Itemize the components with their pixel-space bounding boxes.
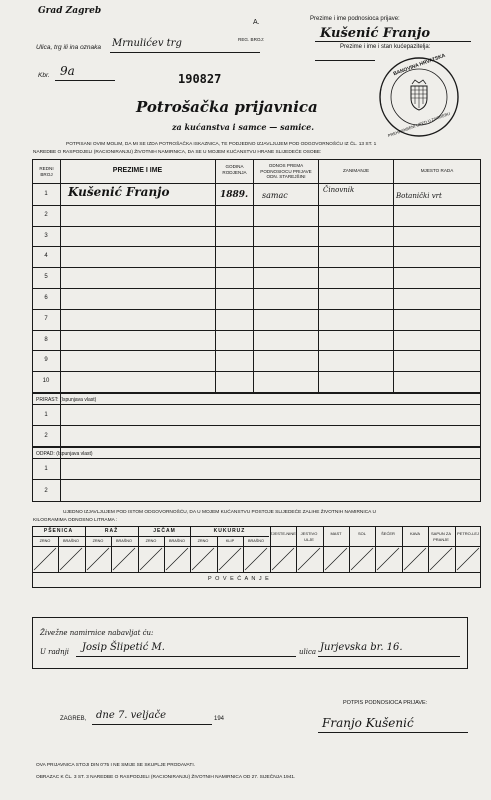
supplies-cell-diagonal: [270, 546, 296, 572]
member-row-number: 5: [44, 274, 48, 280]
serial-number: 190827: [178, 72, 222, 86]
supplies-cell-diagonal: [428, 546, 454, 572]
caretaker-label: Prezime i ime i stan kućepazitelja:: [340, 44, 431, 50]
member-row-number: 4: [44, 253, 48, 259]
arrival-row-1: 1: [44, 412, 48, 418]
member-row-number: 10: [42, 378, 50, 384]
supplies-cell-diagonal: [243, 546, 269, 572]
supplies-group-header: JEČAM: [153, 528, 176, 534]
supplies-subheader: ZRNO: [197, 539, 209, 543]
kbr-value: 9a: [60, 64, 75, 78]
member-1-name: Kušenić Franjo: [68, 185, 170, 199]
supplies-cell-diagonal: [217, 546, 243, 572]
supplies-header: SAPUN ZA PRANJE: [430, 531, 451, 542]
header-name: PREZIME I IME: [112, 167, 163, 174]
supplies-subheader: BRAŠNO: [62, 539, 80, 543]
supplies-group-header: RAŽ: [104, 528, 119, 534]
stamp-text-outer: BANOVINA HRVATSKA: [392, 52, 447, 78]
header-birth-year: GODINA RODJENJA: [222, 164, 247, 175]
applicant-signature: Franjo Kušenić: [322, 716, 414, 730]
purchase-street-label: ulica: [299, 648, 317, 656]
supplies-subheader: ZRNO: [145, 539, 157, 543]
supplies-subheader: ZRNO: [39, 539, 51, 543]
legal-note: OBRAZAC K ČL. 3 ST. 3 NAREDBE O RASPODJELI (RACIONIRANJU) ŽIVOTNIH NAMIRNICA OD 27. SIJEČNJA 1941.: [36, 775, 296, 780]
member-1-year: 1889.: [220, 190, 249, 200]
supplies-group-header: PŠENICA: [43, 528, 74, 534]
year-value: 194: [214, 716, 225, 722]
form-subtitle: za kućanstva i samce — samice.: [172, 122, 315, 132]
purchase-street-value: Jurjevska br. 16.: [320, 642, 403, 653]
form-letter: A.: [253, 19, 260, 26]
supplies-values-rule: [32, 572, 481, 573]
supplies-line-1: UJEDNO IZJAVLJUJEM POD ISTOM ODGOVORNOŠĆU, DA U MOJEM KUĆANSTVU POSTOJE SLIJEDEĆE ZALIHE ŽIVOTNIH NAMIRNICA U: [63, 510, 376, 515]
supplies-cell-diagonal: [164, 546, 190, 572]
street-label: Ulica, trg ili ina oznaka: [36, 44, 102, 51]
supplies-header: JESTIVO ULJE: [300, 531, 318, 542]
supplies-cell-diagonal: [323, 546, 349, 572]
arrival-label: PRIRAST: (Ispunjava vlast): [36, 397, 97, 403]
supplies-line-2: KILOGRAMIMA ODNOSNO LITRAMA :: [33, 518, 118, 523]
supplies-cell-diagonal: [349, 546, 375, 572]
departure-label: ODPAD: (Ispunjava vlast): [36, 451, 93, 457]
reg-number-label: REG. BROJ:: [238, 37, 265, 42]
increase-label: P O V E Ć A N J E: [208, 576, 270, 582]
supplies-cell-diagonal: [138, 546, 164, 572]
supplies-group-rule: [85, 536, 138, 537]
member-row-number: 3: [44, 233, 48, 239]
supplies-cell-diagonal: [190, 546, 216, 572]
declaration-line-2: NAREDBE O RASPODJELI (RACIONIRANJU) ŽIVOTNIH NAMIRNICA, DA SE U MOJEM KUĆANSTVU HRANE SLIJEDEĆE OSOBE:: [33, 150, 322, 155]
member-row-number: 1: [44, 191, 48, 197]
member-row-number: 9: [44, 357, 48, 363]
date-value: dne 7. veljače: [96, 710, 167, 721]
supplies-header: KAVA: [409, 531, 421, 536]
supplies-cell-diagonal: [402, 546, 428, 572]
arrival-row-2: 2: [44, 433, 48, 439]
member-row-number: 6: [44, 295, 48, 301]
supplies-cell-diagonal: [296, 546, 322, 572]
member-1-relation: samac: [262, 191, 288, 200]
supplies-cell-diagonal: [375, 546, 401, 572]
shop-label: U radnji: [40, 648, 70, 656]
form-title: Potrošačka prijavnica: [136, 98, 318, 116]
supplies-subheader: BRAŠNO: [247, 539, 265, 543]
supplies-header: SOL: [357, 531, 366, 536]
supplies-cell-diagonal: [455, 546, 481, 572]
supplies-cell-diagonal: [58, 546, 84, 572]
member-row-number: 8: [44, 337, 48, 343]
supplies-cell-diagonal: [85, 546, 111, 572]
supplies-group-header: KUKURUZ: [213, 528, 246, 534]
supplies-header: PETRO-LEJ: [456, 531, 479, 536]
shop-value: Josip Šlipetić M.: [82, 642, 165, 653]
supplies-subheader: BRAŠNO: [168, 539, 186, 543]
supplies-subheader: KLIP: [225, 539, 235, 543]
supplies-subheader: BRAŠNO: [115, 539, 133, 543]
member-1-workplace: Botanički vrt: [396, 192, 442, 200]
applicant-name-value: Kušenić Franjo: [320, 26, 430, 41]
supplies-cell-diagonal: [111, 546, 137, 572]
supplies-header: MAST: [330, 531, 342, 536]
supplies-group-rule: [32, 536, 85, 537]
header-relation: ODNOS PREMA PODNOSIOCU PRIJAVE ODN. STAREJŠINI: [260, 163, 312, 179]
member-1-occupation: Činovnik: [323, 186, 355, 194]
departure-row-2: 2: [44, 488, 48, 494]
departure-row-1: 1: [44, 466, 48, 472]
city-label: Grad Zagreb: [38, 6, 102, 16]
header-occupation: ZANIMANJE: [342, 168, 370, 173]
place-label: ZAGREB,: [60, 716, 87, 722]
stamp-text-inner: PREHRANBENI URED U ZAGREBU: [387, 110, 451, 139]
kbr-label: Kbr.: [38, 72, 50, 79]
declaration-line-1: POTPISANI OVIM MOLIM, DA MI SE IZDA POTROŠAČKA ISKAZNICA, TE PODJEDNO IZJAVLJUJEM POD ODGOVORNOŠĆU IZ ČL. 13 ST. 1: [66, 142, 377, 147]
supplies-group-rule: [138, 536, 191, 537]
supplies-header: ŠEĆER: [381, 531, 395, 536]
supplies-header: TJESTE-NINE: [270, 531, 296, 536]
supplies-group-rule: [190, 536, 269, 537]
supplies-subheader: ZRNO: [92, 539, 104, 543]
header-workplace: MJESTO RADA: [420, 168, 454, 173]
member-row-number: 7: [44, 316, 48, 322]
street-value: Mrnulićev trg: [112, 38, 182, 49]
applicant-name-label: Prezime i ime podnosioca prijave:: [310, 16, 400, 22]
signature-label: POTPIS PODNOSIOCA PRIJAVE:: [343, 700, 428, 706]
header-row-number: REDNI BROJ: [39, 166, 54, 177]
purchase-intro: Živežne namirnice nabavljat ću:: [40, 629, 154, 637]
price-note: OVA PRIJAVNICA STOJI DIN 0'75 I NE SMIJE SE SKUPLJE PRODAVATI.: [36, 763, 195, 768]
supplies-cell-diagonal: [32, 546, 58, 572]
member-row-number: 2: [44, 212, 48, 218]
